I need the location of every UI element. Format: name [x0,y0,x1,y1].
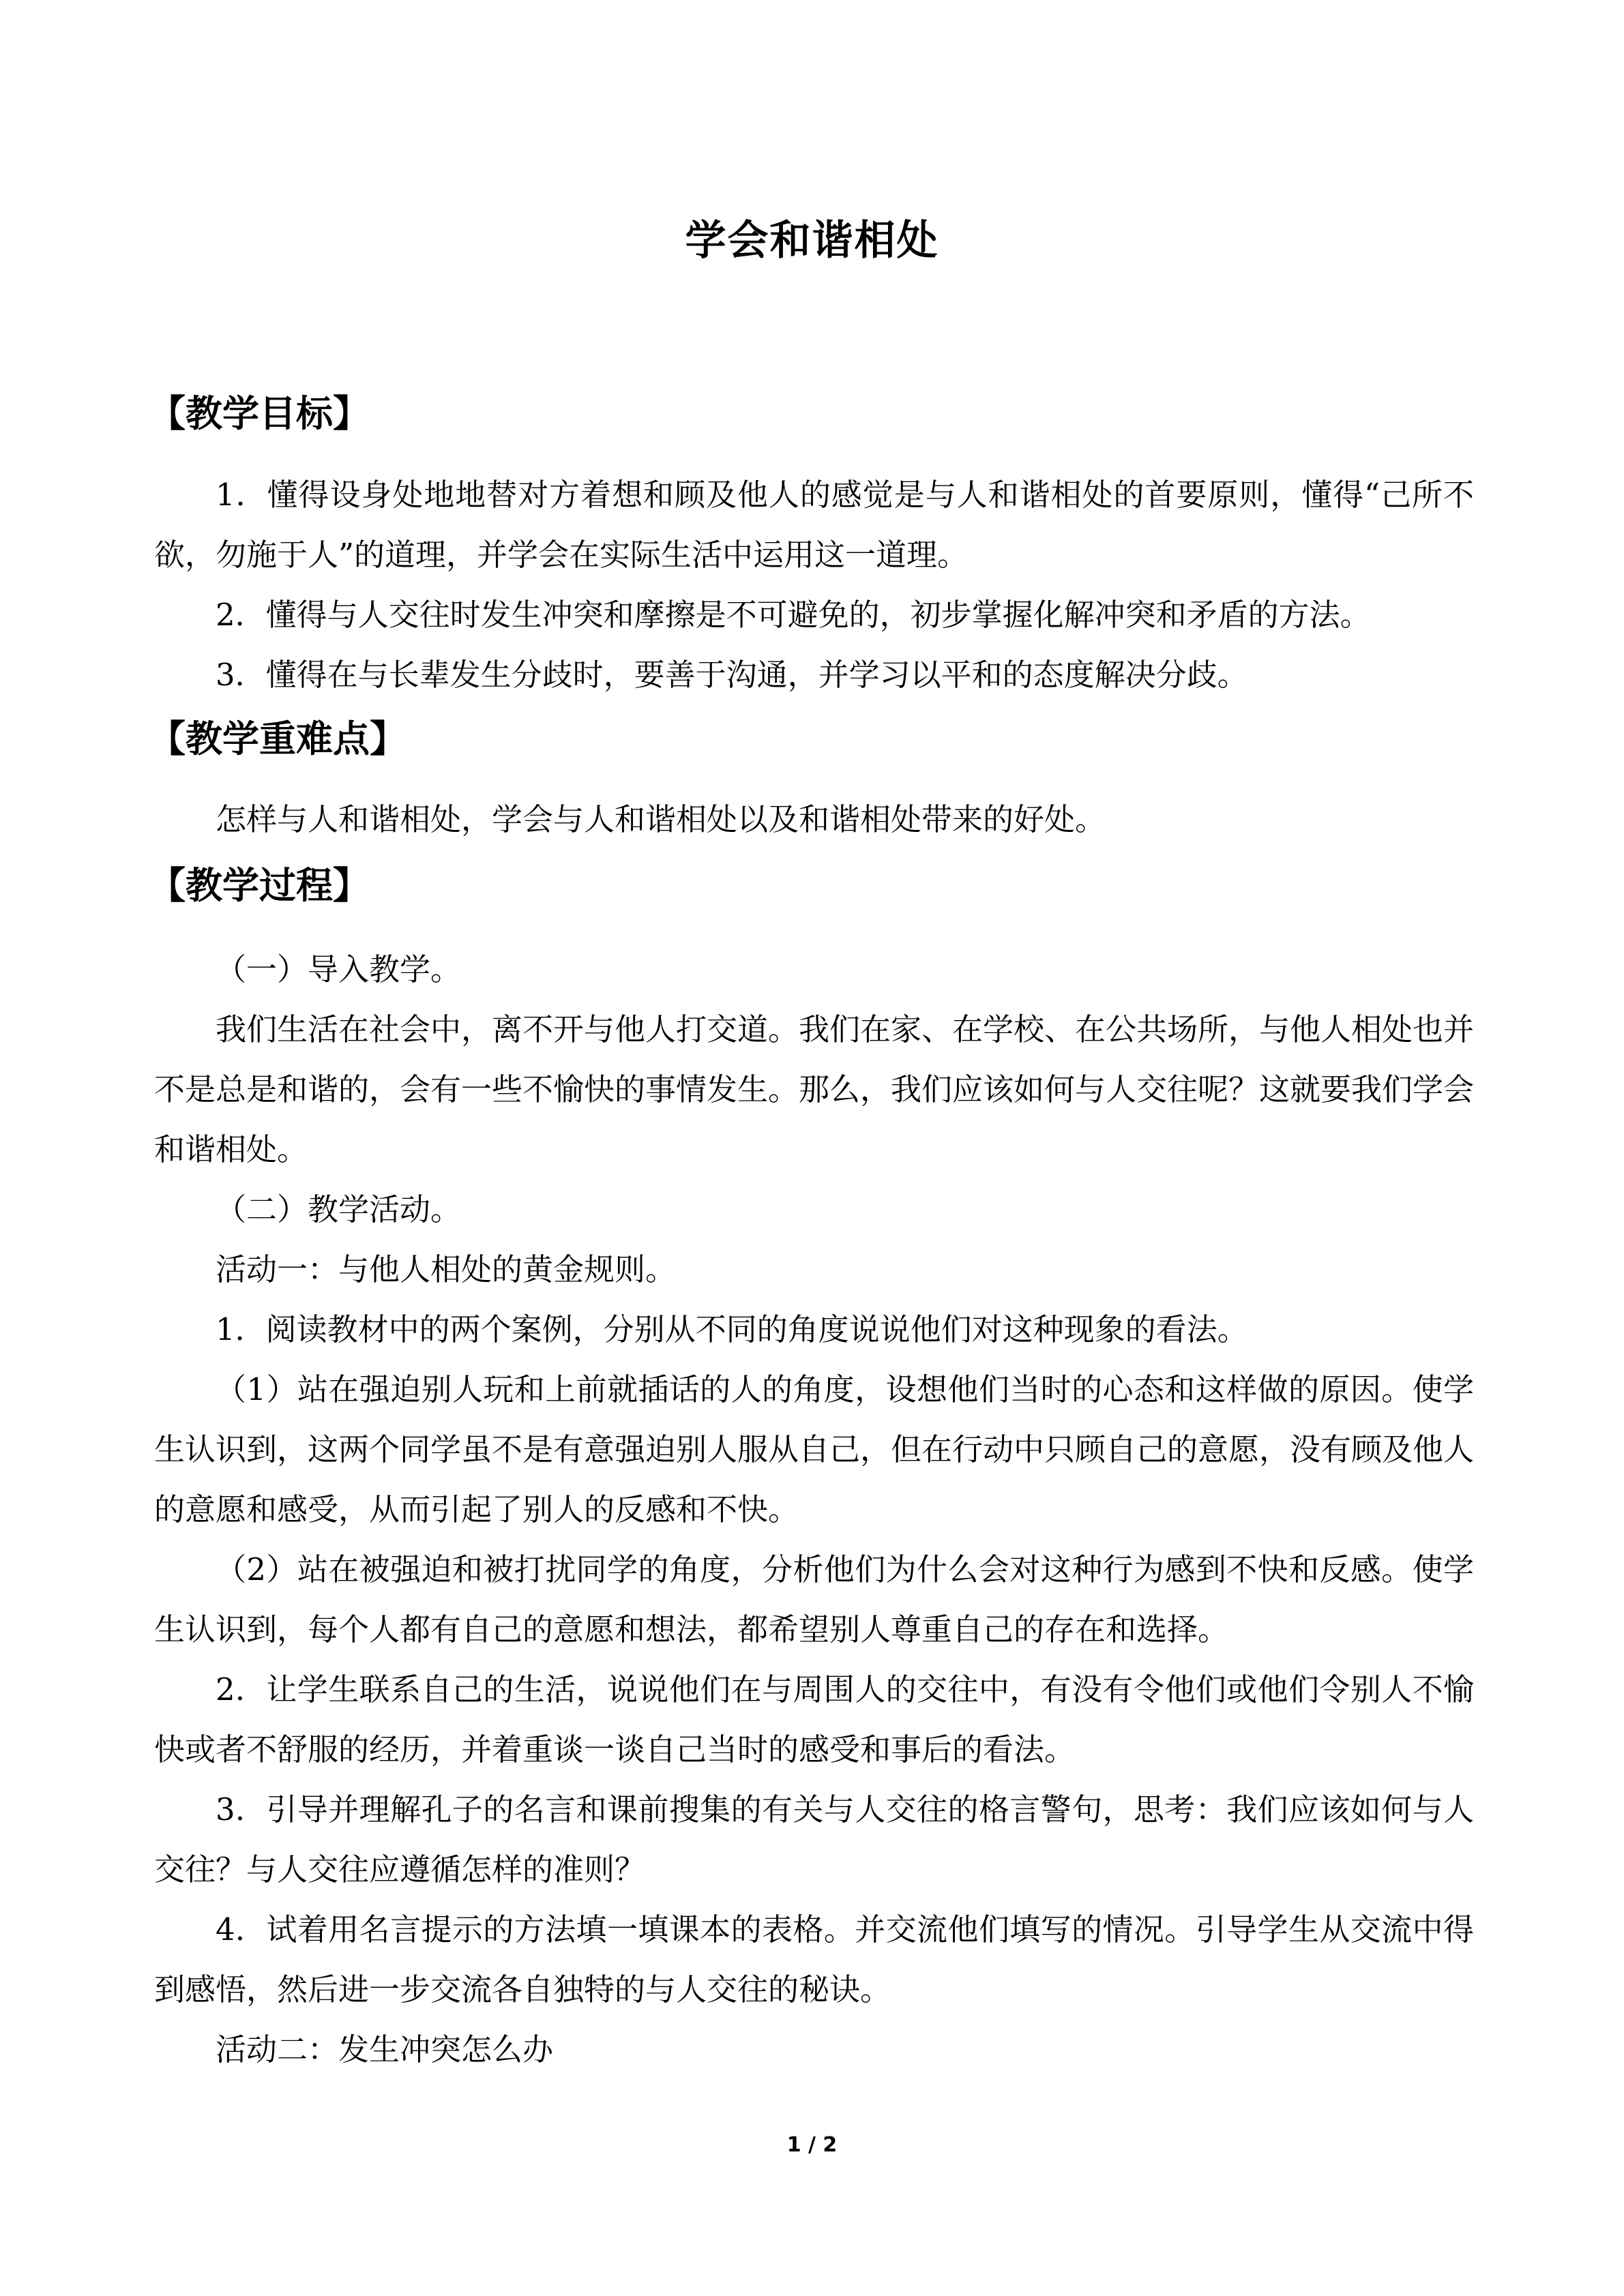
process-paragraph: 4．试着用名言提示的方法填一填课本的表格。并交流他们填写的情况。引导学生从交流中得到感悟，然后进一步交流各自独特的与人交往的秘诀。 [154,1911,1474,2008]
process-paragraph: 我们生活在社会中，离不开与他人打交道。我们在家、在学校、在公共场所，与他人相处也并不是总是和谐的，会有一些不愉快的事情发生。那么，我们应该如何与人交往呢？这就要我们学会和谐相处。 [154,1011,1475,1167]
section-heading-goals: 【教学目标】 [149,392,370,435]
process-paragraph: 1．阅读教材中的两个案例，分别从不同的角度说说他们对这种现象的看法。 [216,1311,1248,1347]
section-heading-process: 【教学过程】 [149,864,370,907]
process-paragraph: 3．引导并理解孔子的名言和课前搜集的有关与人交往的格言警句，思考：我们应该如何与人交往？与人交往应遵循怎样的准则？ [154,1791,1474,1888]
process-paragraph: 2．让学生联系自己的生活，说说他们在与周围人的交往中，有没有令他们或他们令别人不愉快或者不舒服的经历，并着重谈一谈自己当时的感受和事后的看法。 [154,1671,1474,1768]
process-paragraph: 活动一：与他人相处的黄金规则。 [216,1251,677,1287]
process-paragraph: （2）站在被强迫和被打扰同学的角度，分析他们为什么会对这种行为感到不快和反感。使学生认识到，每个人都有自己的意愿和想法，都希望别人尊重自己的存在和选择。 [154,1551,1474,1648]
page-number: 1 / 2 [786,2133,838,2157]
goal-item-3: 3．懂得在与长辈发生分歧时，要善于沟通，并学习以平和的态度解决分歧。 [216,657,1248,693]
goal-item-2: 2．懂得与人交往时发生冲突和摩擦是不可避免的，初步掌握化解冲突和矛盾的方法。 [216,597,1371,633]
process-paragraph: （一）导入教学。 [216,951,462,987]
key-points-text: 怎样与人和谐相处，学会与人和谐相处以及和谐相处带来的好处。 [216,801,1106,837]
process-paragraph: 活动二：发生冲突怎么办 [216,2031,554,2068]
goal-item-1: 1．懂得设身处地地替对方着想和顾及他人的感觉是与人和谐相处的首要原则，懂得“己所不欲，勿施于人”的道理，并学会在实际生活中运用这一道理。 [154,477,1474,573]
page-title: 学会和谐相处 [685,217,939,265]
section-heading-key-points: 【教学重难点】 [149,717,407,760]
process-paragraph: （1）站在强迫别人玩和上前就插话的人的角度，设想他们当时的心态和这样做的原因。使学生认识到，这两个同学虽不是有意强迫别人服从自己，但在行动中只顾自己的意愿，没有顾及他人的意愿和感受，从而引起了别人的反感和不快。 [154,1371,1475,1527]
process-paragraph: （二）教学活动。 [216,1191,462,1227]
